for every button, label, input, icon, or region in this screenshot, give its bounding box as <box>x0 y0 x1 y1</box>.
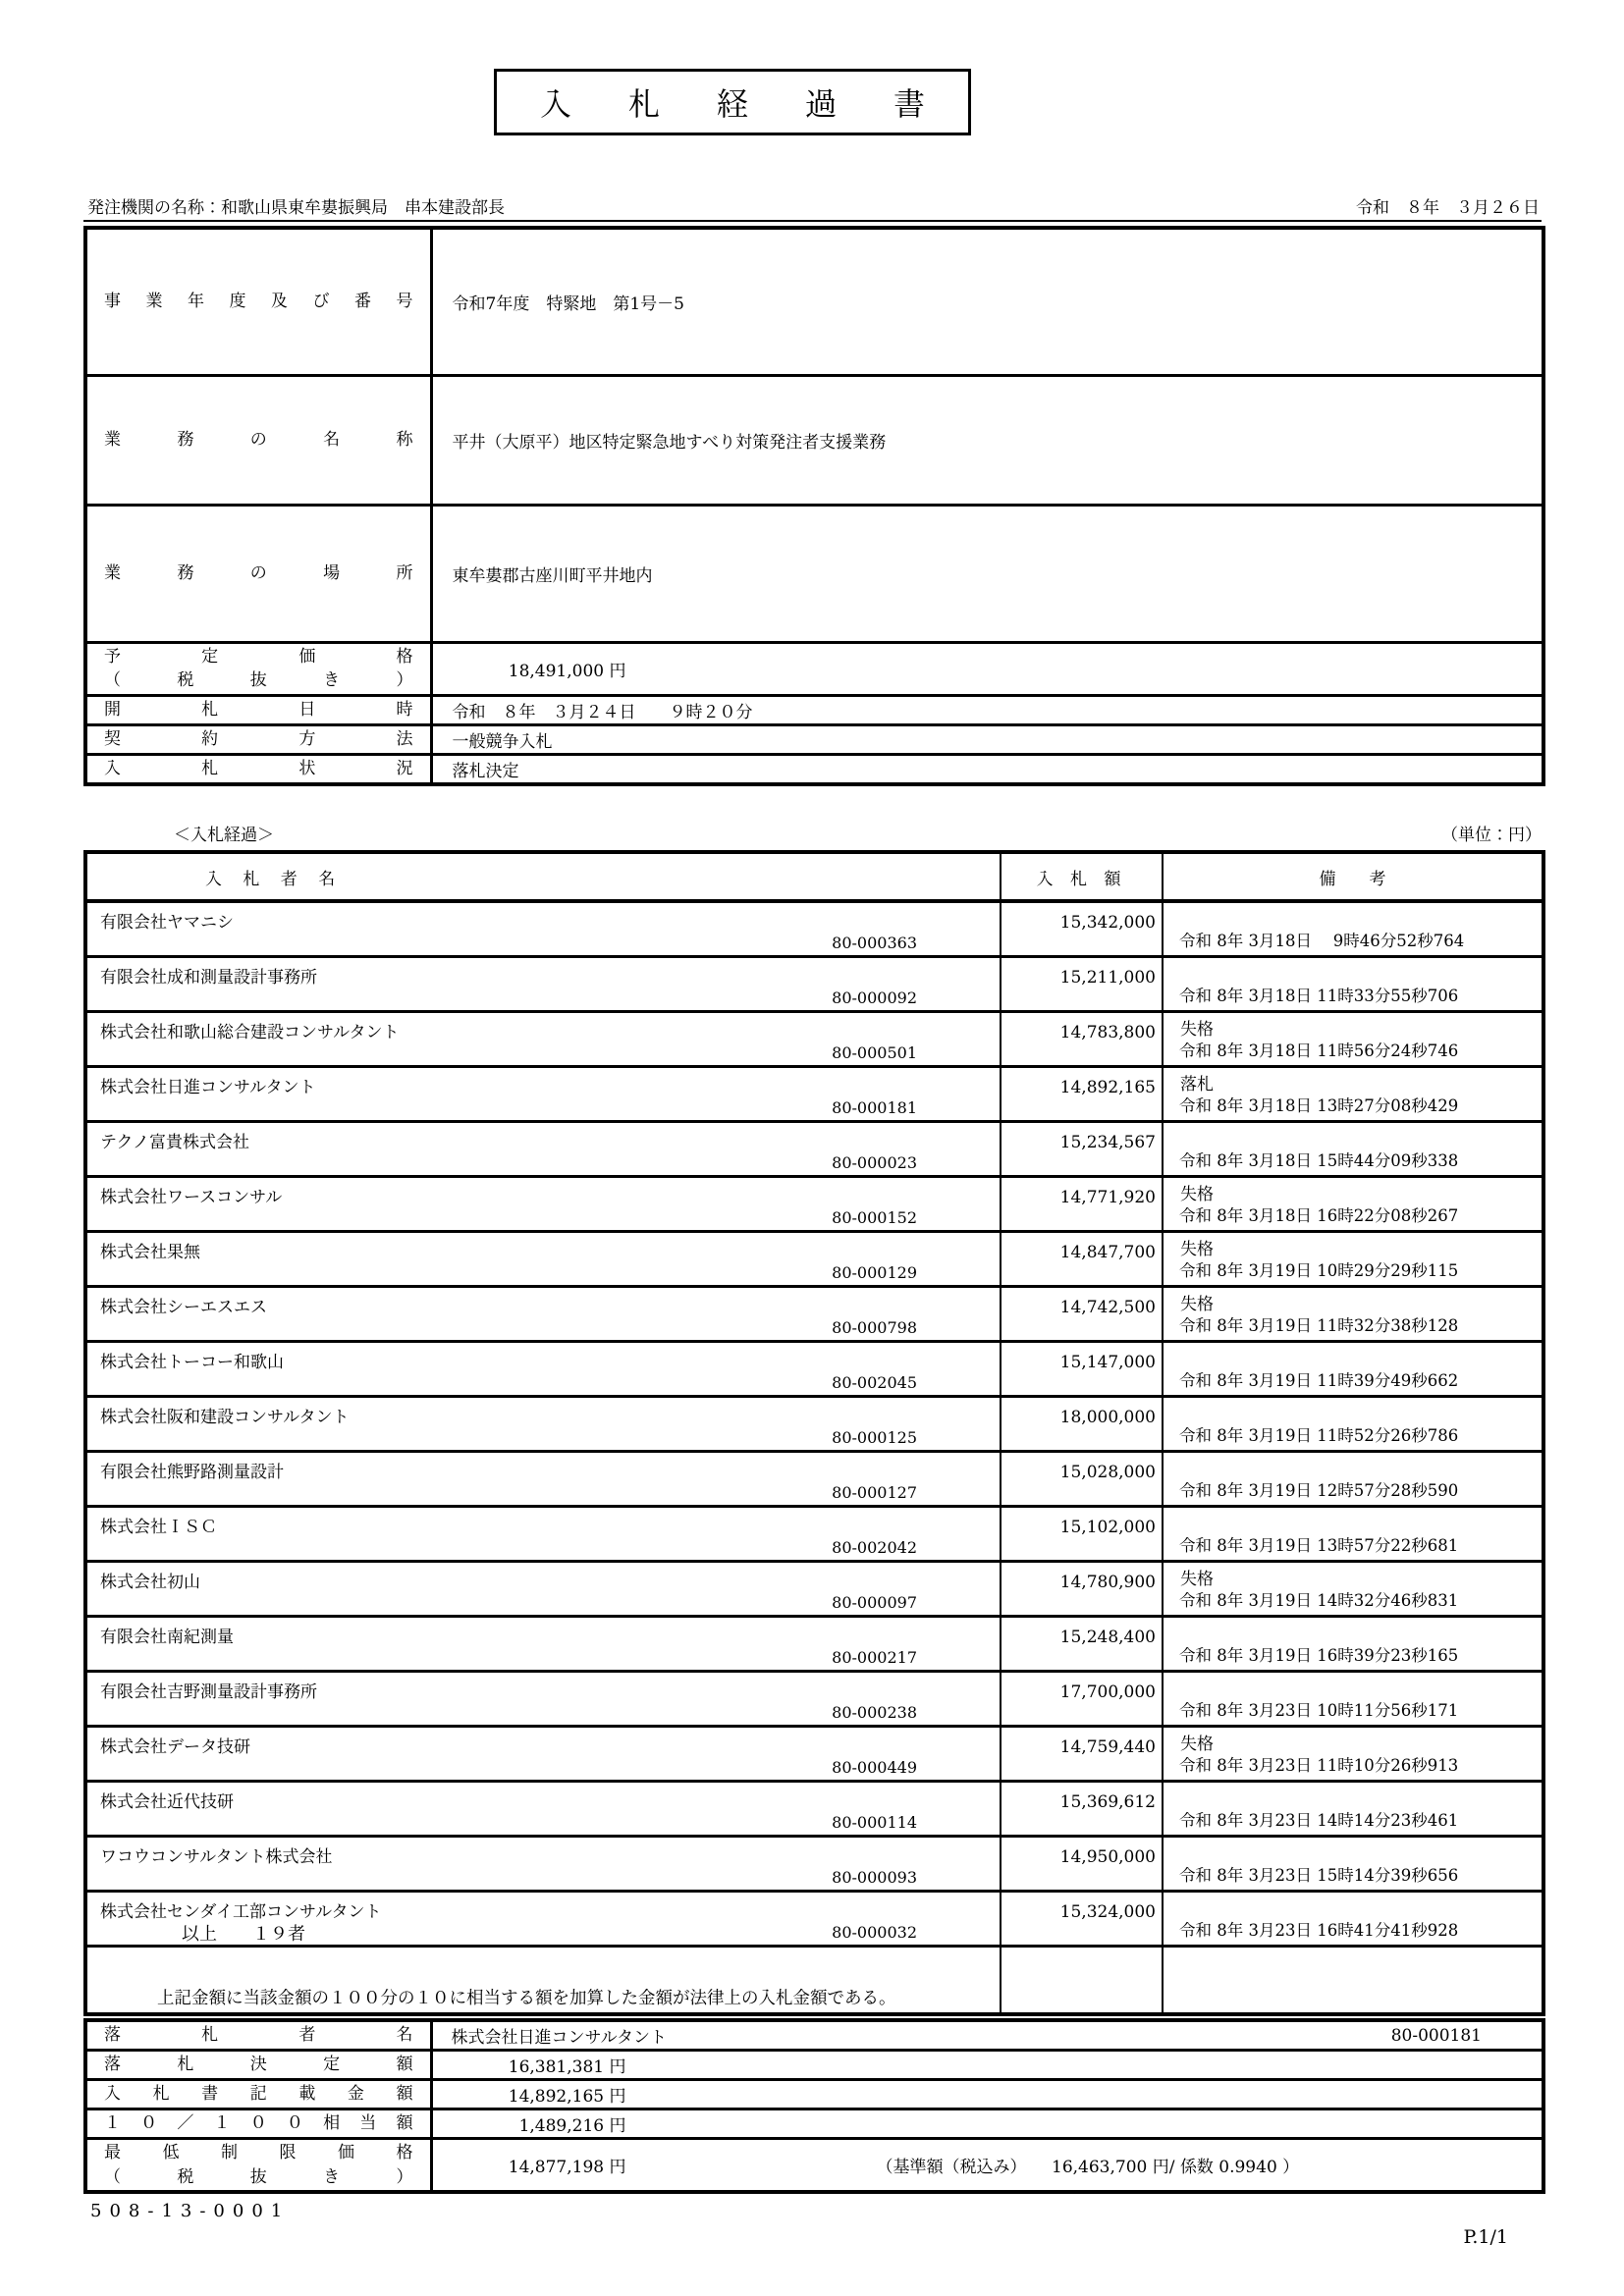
info-label-opening-datetime: 開 札 日 時 <box>104 699 413 720</box>
bid-status <box>1164 1124 1541 1145</box>
info-label-contract-method: 契 約 方 法 <box>104 728 413 749</box>
award-row <box>85 2080 1543 2109</box>
info-label-location: 業 務 の 場 所 <box>104 562 413 583</box>
bid-amount: 15,248,400 <box>1001 1617 1163 1672</box>
issuer-name: 発注機関の名称：和歌山県東牟婁振興局 串本建設部長 <box>87 198 505 218</box>
bid-datetime: 令和 8年 3月18日 9時46分52秒764 <box>1179 932 1465 950</box>
bid-amount: 14,847,700 <box>1001 1232 1163 1287</box>
bid-amount: 14,950,000 <box>1001 1837 1163 1892</box>
bidder-count-line: 以上 １９者 <box>182 1924 305 1945</box>
award-decided-amount: 16,381,381 円 <box>508 2057 626 2077</box>
bid-amount: 15,028,000 <box>1001 1452 1163 1507</box>
bidder-name: ワコウコンサルタント株式会社 <box>100 1847 333 1867</box>
bidder-code: 80-000093 <box>832 1868 917 1887</box>
bid-status: 失格 <box>1180 1735 1214 1754</box>
bid-status <box>1164 1454 1541 1474</box>
bid-amount: 15,369,612 <box>1001 1782 1163 1837</box>
award-row <box>85 2139 1543 2193</box>
bid-datetime: 令和 8年 3月19日 13時57分22秒681 <box>1179 1536 1459 1555</box>
bidder-name: 有限会社成和測量設計事務所 <box>100 968 317 988</box>
bid-amount: 14,783,800 <box>1001 1012 1163 1067</box>
info-value-fiscal-year: 令和7年度 特緊地 第1号－5 <box>431 228 1543 375</box>
bid-status: 失格 <box>1180 1020 1214 1040</box>
bid-amount: 14,892,165 <box>1001 1067 1163 1122</box>
bid-status: 落札 <box>1180 1075 1214 1095</box>
bid-status <box>1164 1784 1541 1804</box>
info-value-planned-price: 18,491,000 円 <box>508 661 626 681</box>
bidder-code: 80-000023 <box>832 1153 917 1172</box>
award-base-amount-note: （基準額（税込み） 16,463,700 円/ 係数 0.9940 ） <box>876 2158 1300 2178</box>
bid-datetime: 令和 8年 3月19日 11時52分26秒786 <box>1179 1426 1459 1445</box>
bid-datetime: 令和 8年 3月23日 11時10分26秒913 <box>1179 1756 1459 1775</box>
bid-row <box>85 1727 1543 1782</box>
bid-row <box>85 1782 1543 1837</box>
bid-amount <box>1001 1947 1163 2015</box>
award-tax-equivalent-amount: 1,489,216 円 <box>518 2116 626 2136</box>
page-number: P.1/1 <box>1463 2226 1508 2248</box>
bid-amount: 15,211,000 <box>1001 957 1163 1012</box>
bid-row <box>85 1177 1543 1232</box>
info-label-bid-status: 入 札 状 況 <box>104 758 413 778</box>
bid-status <box>1164 1894 1541 1914</box>
bid-status <box>1164 1949 1541 1969</box>
bid-datetime: 令和 8年 3月18日 11時33分55秒706 <box>1179 987 1459 1005</box>
info-row <box>85 695 1543 724</box>
bidder-name: 株式会社近代技研 <box>100 1792 234 1812</box>
bid-datetime: 令和 8年 3月19日 11時39分49秒662 <box>1179 1371 1459 1390</box>
bidder-name: 有限会社ヤマニシ <box>100 913 234 933</box>
bid-row <box>85 1232 1543 1287</box>
info-value-project-name: 平井（大原平）地区特定緊急地すべり対策発注者支援業務 <box>431 375 1543 505</box>
bidder-code: 80-000127 <box>832 1483 917 1502</box>
bidder-name: テクノ富貴株式会社 <box>100 1133 249 1152</box>
info-label-fiscal-year: 事 業 年 度 及 び 番 号 <box>104 291 413 311</box>
bid-status: 失格 <box>1180 1185 1214 1204</box>
issue-date: 令和 ８年 ３月２６日 <box>1356 198 1540 218</box>
bidder-code: 80-000032 <box>832 1923 917 1942</box>
info-label-planned-price: 予 定 価 格 <box>104 646 413 667</box>
info-row <box>85 724 1543 754</box>
bidder-code: 80-000092 <box>832 988 917 1007</box>
bid-amount: 14,771,920 <box>1001 1177 1163 1232</box>
bid-datetime: 令和 8年 3月23日 15時14分39秒656 <box>1179 1866 1459 1885</box>
bidder-code: 80-002045 <box>832 1373 917 1392</box>
bid-status <box>1164 1509 1541 1529</box>
award-row <box>85 2109 1543 2139</box>
bidder-name: 株式会社ＩＳＣ <box>100 1518 217 1537</box>
bid-row <box>85 957 1543 1012</box>
bid-row <box>85 1342 1543 1397</box>
bid-status <box>1164 1344 1541 1364</box>
bidder-code: 80-000363 <box>832 934 917 952</box>
bidder-name: 株式会社シーエスエス <box>100 1298 267 1317</box>
award-winner-code: 80-000181 <box>1390 2025 1482 2046</box>
bid-amount: 15,342,000 <box>1001 901 1163 957</box>
bid-datetime: 令和 8年 3月19日 10時29分29秒115 <box>1179 1261 1459 1280</box>
bid-datetime: 令和 8年 3月23日 16時41分41秒928 <box>1179 1921 1459 1940</box>
bid-status <box>1164 1399 1541 1419</box>
bidder-name: 有限会社南紀測量 <box>100 1628 234 1647</box>
award-label-minimum-price: 最 低 制 限 価 格 <box>104 2143 413 2163</box>
bidder-name: 有限会社熊野路測量設計 <box>100 1463 284 1482</box>
bid-history-table <box>83 850 1545 2016</box>
info-row <box>85 754 1543 784</box>
document-title-box <box>494 69 982 135</box>
award-written-amount: 14,892,165 円 <box>508 2087 626 2107</box>
award-row <box>85 2020 1543 2051</box>
award-label-minimum-price-2: （ 税 抜 き ） <box>104 2166 413 2187</box>
bid-amount: 15,234,567 <box>1001 1122 1163 1177</box>
bidder-name: 株式会社センダイ工部コンサルタント <box>100 1902 382 1922</box>
award-label-winner-name: 落 札 者 名 <box>104 2025 413 2046</box>
bidder-name: 有限会社吉野測量設計事務所 <box>100 1682 317 1702</box>
bid-amount: 14,759,440 <box>1001 1727 1163 1782</box>
bid-row <box>85 1562 1543 1617</box>
bid-datetime: 令和 8年 3月19日 11時32分38秒128 <box>1179 1316 1459 1335</box>
bid-status <box>1164 1619 1541 1639</box>
project-info-table <box>83 226 1545 786</box>
bid-status: 失格 <box>1180 1295 1214 1314</box>
column-header-bidder-name: 入 札 者 名 <box>85 852 1001 901</box>
bid-amount: 17,700,000 <box>1001 1672 1163 1727</box>
bid-amount: 15,147,000 <box>1001 1342 1163 1397</box>
bid-status: 失格 <box>1180 1570 1214 1589</box>
bid-status: 失格 <box>1180 1240 1214 1259</box>
info-row <box>85 505 1543 642</box>
award-summary-table <box>83 2018 1545 2194</box>
bid-datetime: 令和 8年 3月19日 16時39分23秒165 <box>1179 1646 1459 1665</box>
info-row <box>85 375 1543 505</box>
bid-datetime: 令和 8年 3月19日 12時57分28秒590 <box>1179 1481 1459 1500</box>
bid-status <box>1164 959 1541 980</box>
bid-row <box>85 1397 1543 1452</box>
document-title: 入札経過書 <box>539 85 982 123</box>
bidder-name: 株式会社和歌山総合建設コンサルタント <box>100 1023 400 1042</box>
info-value-bid-status: 落札決定 <box>431 754 1543 784</box>
bid-row <box>85 1287 1543 1342</box>
bidder-name: 株式会社阪和建設コンサルタント <box>100 1408 350 1427</box>
bid-row <box>85 1452 1543 1507</box>
info-value-contract-method: 一般競争入札 <box>431 724 1543 754</box>
bidder-name: 株式会社ワースコンサル <box>100 1188 283 1207</box>
unit-note: （単位：円） <box>1441 826 1542 845</box>
bid-datetime: 令和 8年 3月23日 10時11分56秒171 <box>1179 1701 1459 1720</box>
column-header-bid-amount: 入 札 額 <box>1001 852 1163 901</box>
info-row <box>85 642 1543 695</box>
info-label-planned-price-2: （ 税 抜 き ） <box>104 670 413 691</box>
issuer-line <box>83 187 1542 222</box>
bid-row <box>85 1617 1543 1672</box>
bidder-code: 80-000238 <box>832 1703 917 1722</box>
bid-status <box>1164 1674 1541 1694</box>
info-row <box>85 228 1543 375</box>
info-value-location: 東牟婁郡古座川町平井地内 <box>431 505 1543 642</box>
bid-amount: 14,780,900 <box>1001 1562 1163 1617</box>
bidder-name: 株式会社日進コンサルタント <box>100 1078 316 1097</box>
bid-section-header <box>83 821 1542 845</box>
bid-row <box>85 1507 1543 1562</box>
bidder-name: 株式会社データ技研 <box>100 1737 250 1757</box>
bidder-name <box>88 1949 999 1952</box>
info-label-project-name: 業 務 の 名 称 <box>104 429 413 450</box>
bid-datetime: 令和 8年 3月18日 16時22分08秒267 <box>1179 1206 1459 1225</box>
bid-table-header-row <box>85 852 1543 901</box>
bidder-code: 80-000181 <box>832 1098 917 1117</box>
bid-amount: 15,102,000 <box>1001 1507 1163 1562</box>
bid-amount: 14,742,500 <box>1001 1287 1163 1342</box>
document-code: 508-13-0001 <box>90 2201 291 2221</box>
bid-row <box>85 1837 1543 1892</box>
bidder-name: 株式会社トーコー和歌山 <box>100 1353 284 1372</box>
bidder-code: 80-000152 <box>832 1208 917 1227</box>
bidder-code: 80-000798 <box>832 1318 917 1337</box>
bid-status <box>1164 1839 1541 1859</box>
bid-row <box>85 1122 1543 1177</box>
award-row <box>85 2051 1543 2080</box>
bid-datetime: 令和 8年 3月19日 14時32分46秒831 <box>1179 1591 1459 1610</box>
bid-row <box>85 1012 1543 1067</box>
legal-note: 上記金額に当該金額の１００分の１０に相当する額を加算した金額が法律上の入札金額である。 <box>157 1989 896 2008</box>
award-label-written-amount: 入 札 書 記 載 金 額 <box>104 2084 413 2105</box>
bid-row <box>85 901 1543 957</box>
award-label-decided-amount: 落 札 決 定 額 <box>104 2055 413 2075</box>
bidder-code: 80-000217 <box>832 1648 917 1667</box>
bid-amount: 18,000,000 <box>1001 1397 1163 1452</box>
bid-status <box>1164 904 1541 925</box>
bid-datetime: 令和 8年 3月18日 15時44分09秒338 <box>1179 1151 1459 1170</box>
info-value-opening-datetime: 令和 ８年 ３月２４日 ９時２０分 <box>431 695 1543 724</box>
bidder-code: 80-000097 <box>832 1593 917 1612</box>
bid-datetime: 令和 8年 3月18日 13時27分08秒429 <box>1179 1096 1459 1115</box>
bidder-code: 80-000129 <box>832 1263 917 1282</box>
bidder-name: 株式会社果無 <box>100 1243 200 1262</box>
bidder-code: 80-000449 <box>832 1758 917 1777</box>
bid-row <box>85 1067 1543 1122</box>
bidder-code: 80-000125 <box>832 1428 917 1447</box>
column-header-remark: 備 考 <box>1163 852 1543 901</box>
bid-amount: 15,324,000 <box>1001 1892 1163 1947</box>
bid-datetime: 令和 8年 3月23日 14時14分23秒461 <box>1179 1811 1459 1830</box>
bidder-code: 80-000501 <box>832 1043 917 1062</box>
bid-row <box>85 1672 1543 1727</box>
award-winner-name: 株式会社日進コンサルタント <box>451 2028 667 2048</box>
bid-section-label: ＜入札経過＞ <box>174 826 274 845</box>
bidder-name: 株式会社初山 <box>100 1573 200 1592</box>
award-minimum-price: 14,877,198 円 <box>508 2158 626 2178</box>
bid-datetime: 令和 8年 3月18日 11時56分24秒746 <box>1179 1041 1459 1060</box>
bidder-code: 80-000114 <box>832 1813 917 1832</box>
bidder-code: 80-002042 <box>832 1538 917 1557</box>
award-label-tax-equivalent: １ ０ ／ １ ０ ０ 相 当 額 <box>104 2113 413 2134</box>
